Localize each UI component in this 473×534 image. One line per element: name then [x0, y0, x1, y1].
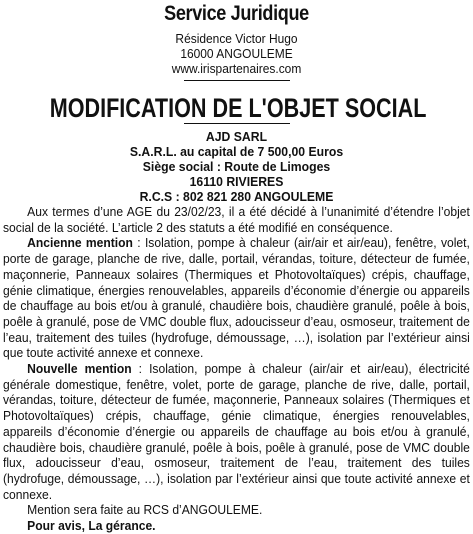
notice-headline: MODIFICATION DE L'OBJET SOCIAL	[49, 93, 427, 123]
intro-paragraph: Aux termes d’une AGE du 23/02/23, il a été décidé à l’unanimité d’étendre l’objet social de la société. L’article 2 des statuts a été modifié en conséquence.	[3, 204, 470, 235]
header-divider	[184, 80, 290, 81]
company-seat-city: 16110 RIVIERES	[189, 174, 284, 189]
sender-address	[22, 31, 452, 76]
old-mention-label: Ancienne mention	[27, 235, 133, 251]
address-line-2: 16000 ANGOULEME	[180, 46, 293, 61]
service-title: Service Juridique	[164, 2, 309, 25]
new-mention-label: Nouvelle mention	[27, 361, 132, 377]
notice-body	[3, 204, 470, 534]
company-capital: S.A.R.L. au capital de 7 500,00 Euros	[129, 144, 344, 159]
new-mention-paragraph	[3, 361, 470, 502]
signature-line: Pour avis, La gérance.	[27, 518, 156, 534]
old-mention-paragraph	[3, 235, 470, 361]
legal-notice	[3, 2, 470, 534]
address-line-1: Résidence Victor Hugo	[175, 31, 298, 46]
headline-divider	[184, 123, 290, 124]
new-mention-text: : Isolation, pompe à chaleur (air/air et air/eau), électricité générale domestique, fenêtre, volet, porte de garage, planche de rive, dalle, portail, vérandas, toiture, détecteur de fumée, maçonnerie, Panneaux solaires (Thermiques et Photovoltaïques) crépis, chauffage, génie climatique, énergies renouvelables, appareils d’économie d’énergie ou appareils de chauffage au bois et/ou à granulé, chaudière bois, chaudière granulé, poêle à bois, poêle à granulé, pose de VMC double flux, adoucisseur d’eau, osmoseur, traitement de l’eau, traitement des tuiles (hydrofuge, démoussage, …), isolation par l’extérieur ainsi que toute activité annexe et connexe.	[3, 361, 470, 502]
rcs-mention-paragraph: Mention sera faite au RCS d’ANGOULEME.	[27, 502, 263, 518]
company-block	[17, 129, 456, 204]
company-seat-street: Siège social : Route de Limoges	[142, 159, 331, 174]
old-mention-text: : Isolation, pompe à chaleur (air/air et air/eau), fenêtre, volet, porte de garage, planche de rive, dalle, portail, vérandas, toiture, détecteur de fumée, maçonnerie, Panneaux solaires (Thermiques et Photovoltaïques) crépis, chauffage, génie climatique, énergies renouvelables, appareils d’économie d’énergie ou appareils de chauffage au bois et/ou à granulé, chaudière bois, chaudière granulé, poêle à bois, poêle à granulé, pose de VMC double flux, adoucisseur d’eau, osmoseur, traitement de l’eau, traitement des tuiles (hydrofuge, démoussage, …), isolation par l’extérieur ainsi que toute activité annexe et connexe.	[3, 235, 470, 361]
website-link[interactable]: www.irispartenaires.com	[171, 61, 302, 76]
company-name: AJD SARL	[205, 129, 268, 144]
company-rcs: R.C.S : 802 821 280 ANGOULEME	[139, 189, 334, 204]
